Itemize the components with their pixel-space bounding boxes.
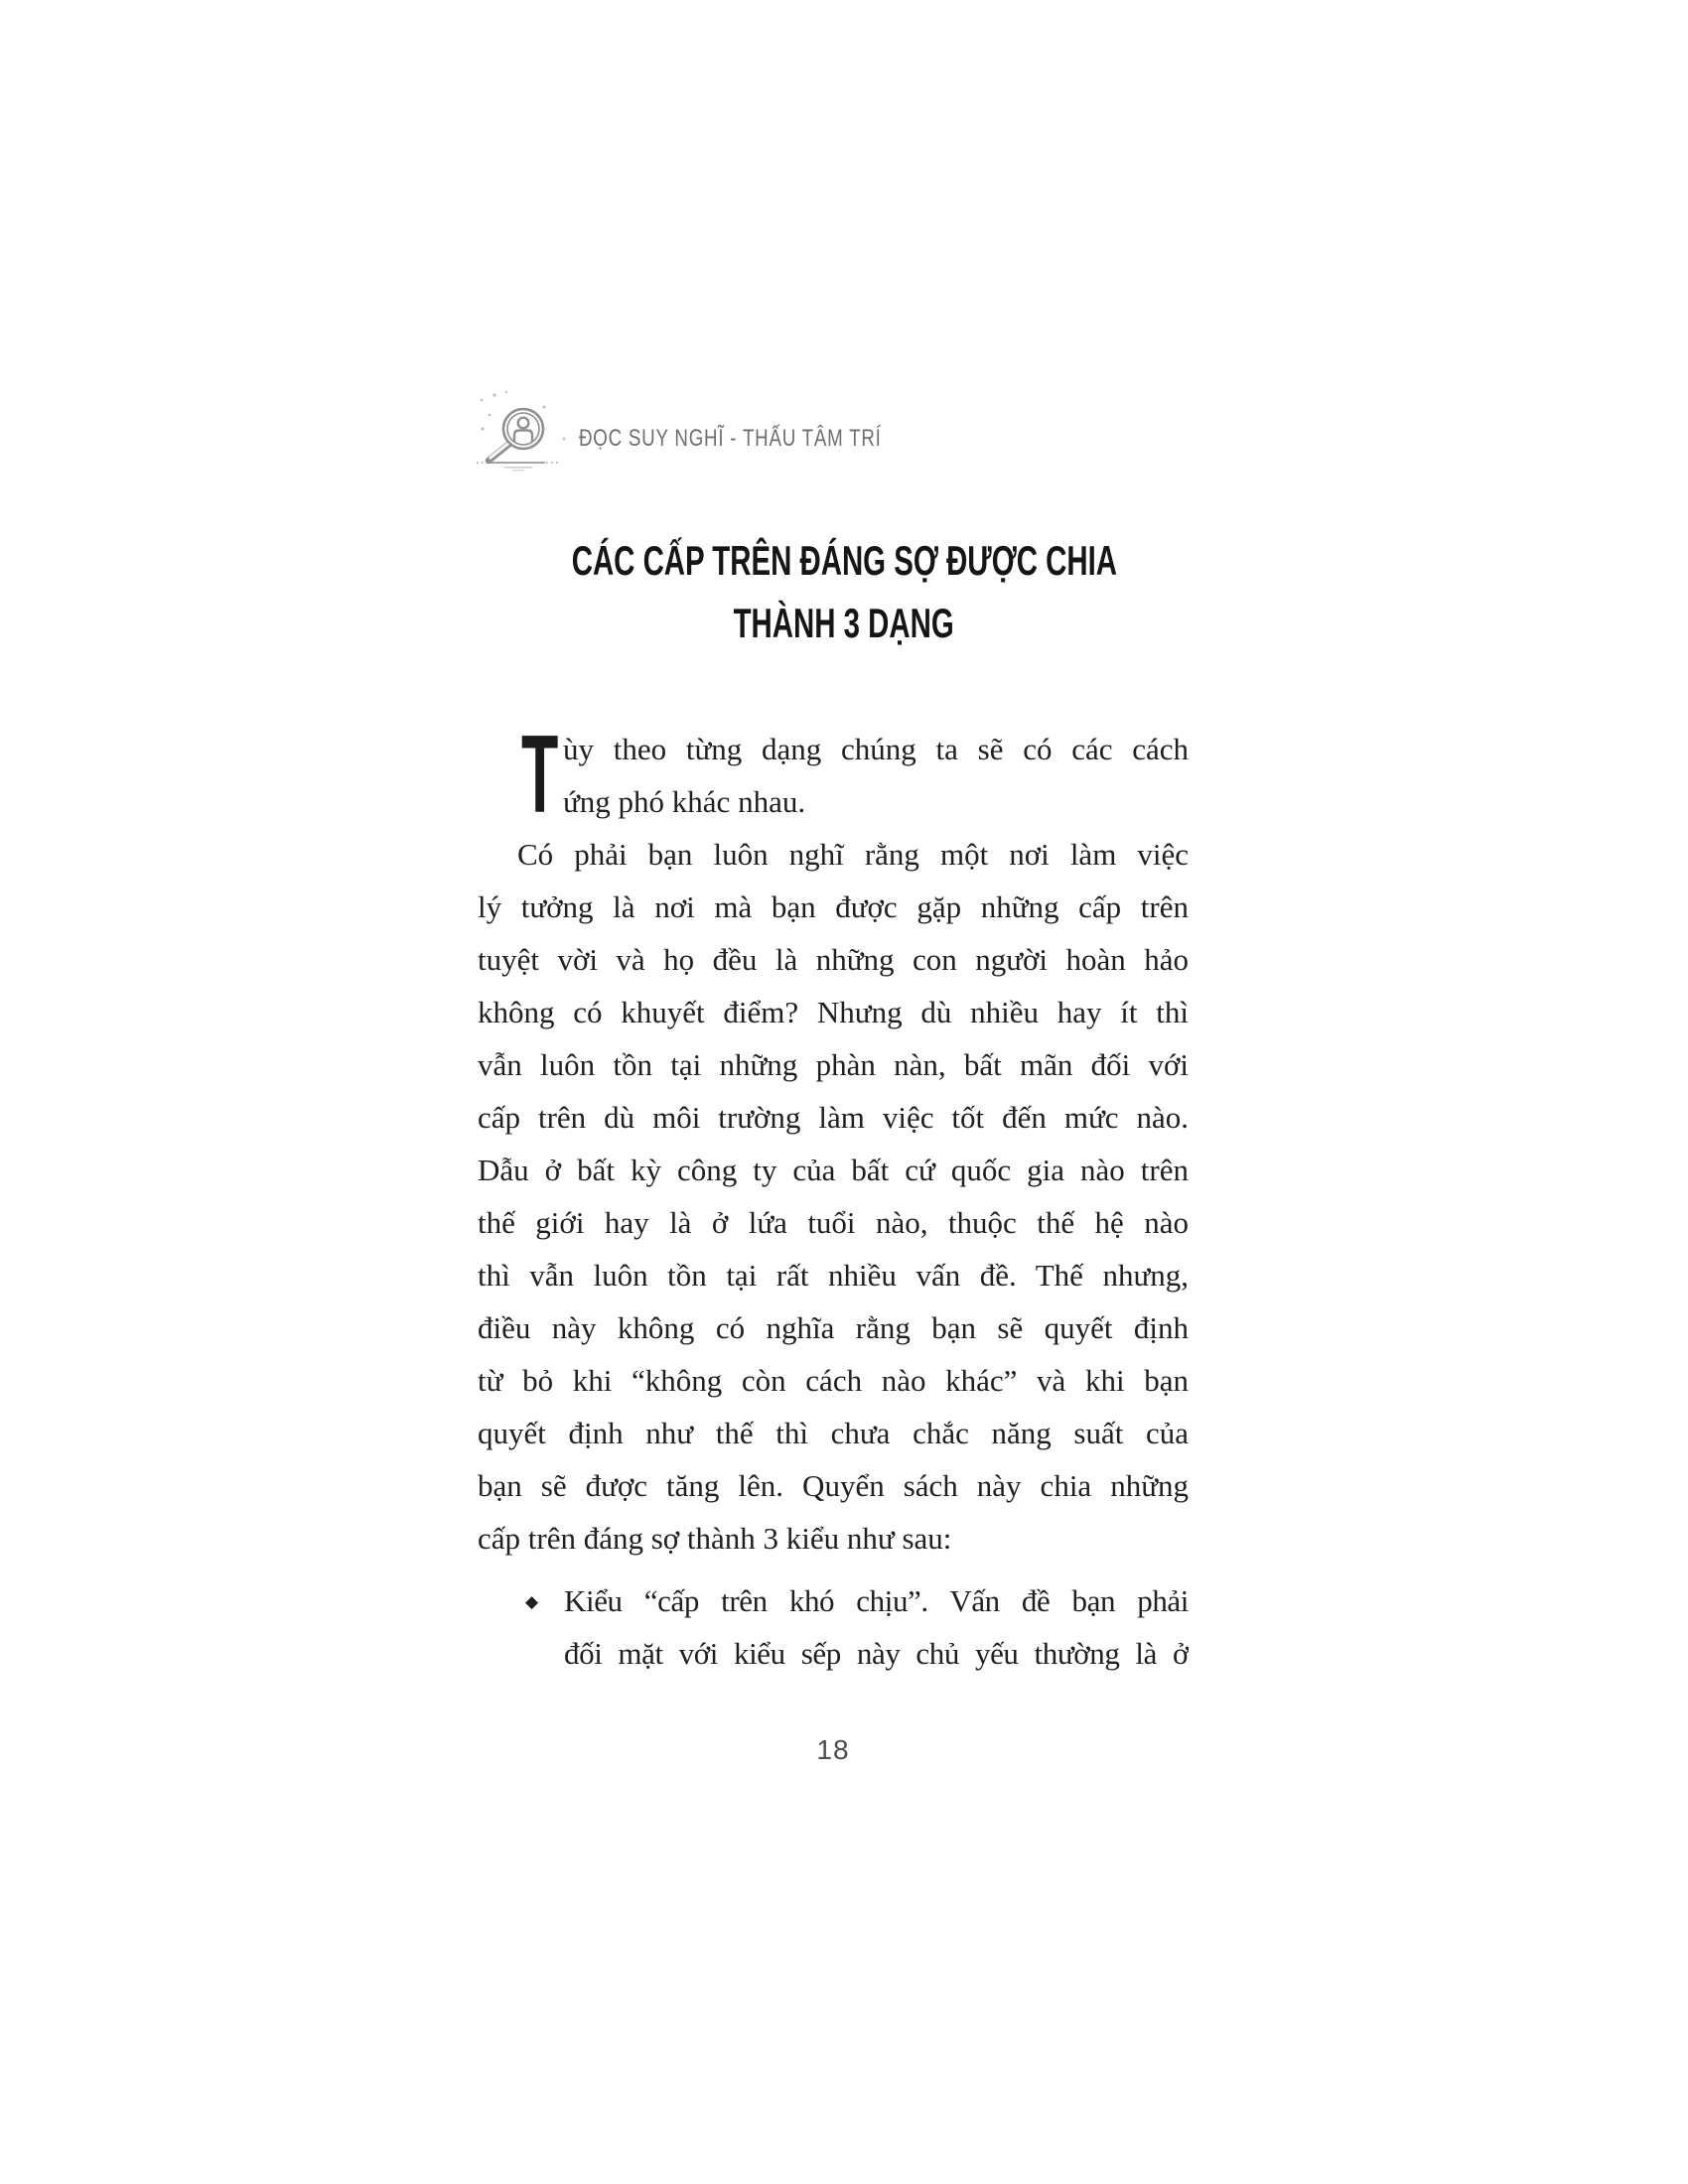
text-line: ứng phó khác nhau. <box>563 784 806 819</box>
diamond-bullet-icon: ◆ <box>525 1592 539 1612</box>
drop-cap: T <box>521 713 559 836</box>
text-line: thế giới hay là ở lứa tuổi nào, thuộc thế hệ nào <box>478 1205 1189 1240</box>
running-header-title: ĐỌC SUY NGHĨ - THẤU TÂM TRÍ <box>579 425 882 452</box>
text-line: cấp trên dù môi trường làm việc tốt đến mức nào. <box>478 1100 1189 1135</box>
opening-paragraph <box>478 713 1189 836</box>
text-line: Kiểu “cấp trên khó chịu”. Vấn đề bạn phải <box>564 1583 1189 1618</box>
chapter-title-line-1: CÁC CẤP TRÊN ĐÁNG SỢ ĐƯỢC CHIA <box>571 537 1117 584</box>
magnifier-person-icon <box>469 385 568 479</box>
text-line: vẫn luôn tồn tại những phàn nàn, bất mãn đối với <box>478 1047 1189 1082</box>
text-line: Dẫu ở bất kỳ công ty của bất cứ quốc gia nào trên <box>478 1153 1189 1187</box>
main-paragraph <box>478 828 1189 1565</box>
text-line: tuyệt vời và họ đều là những con người hoàn hảo <box>478 942 1189 977</box>
text-line: từ bỏ khi “không còn cách nào khác” và khi bạn <box>478 1363 1189 1398</box>
chapter-title <box>0 529 1688 654</box>
body-text-column <box>478 713 1189 1680</box>
text-line: thì vẫn luôn tồn tại rất nhiều vấn đề. Thế nhưng, <box>478 1258 1189 1293</box>
text-line: quyết định như thế thì chưa chắc năng suất của <box>478 1416 1189 1450</box>
text-line: Có phải bạn luôn nghĩ rằng một nơi làm việc <box>517 837 1189 872</box>
text-line: điều này không có nghĩa rằng bạn sẽ quyết định <box>478 1310 1189 1345</box>
page-number: 18 <box>816 1734 850 1765</box>
text-line: cấp trên đáng sợ thành 3 kiểu như sau: <box>478 1521 952 1556</box>
text-line: đối mặt với kiểu sếp này chủ yếu thường là ở <box>564 1636 1189 1671</box>
text-line: bạn sẽ được tăng lên. Quyển sách này chia những <box>478 1468 1189 1503</box>
bullet-item <box>478 1574 1189 1680</box>
chapter-title-line-2: THÀNH 3 DẠNG <box>733 600 955 646</box>
text-line: không có khuyết điểm? Nhưng dù nhiều hay ít thì <box>478 995 1189 1029</box>
text-line: ùy theo từng dạng chúng ta sẽ có các cách <box>563 732 1189 766</box>
text-line: lý tưởng là nơi mà bạn được gặp những cấp trên <box>478 889 1189 924</box>
